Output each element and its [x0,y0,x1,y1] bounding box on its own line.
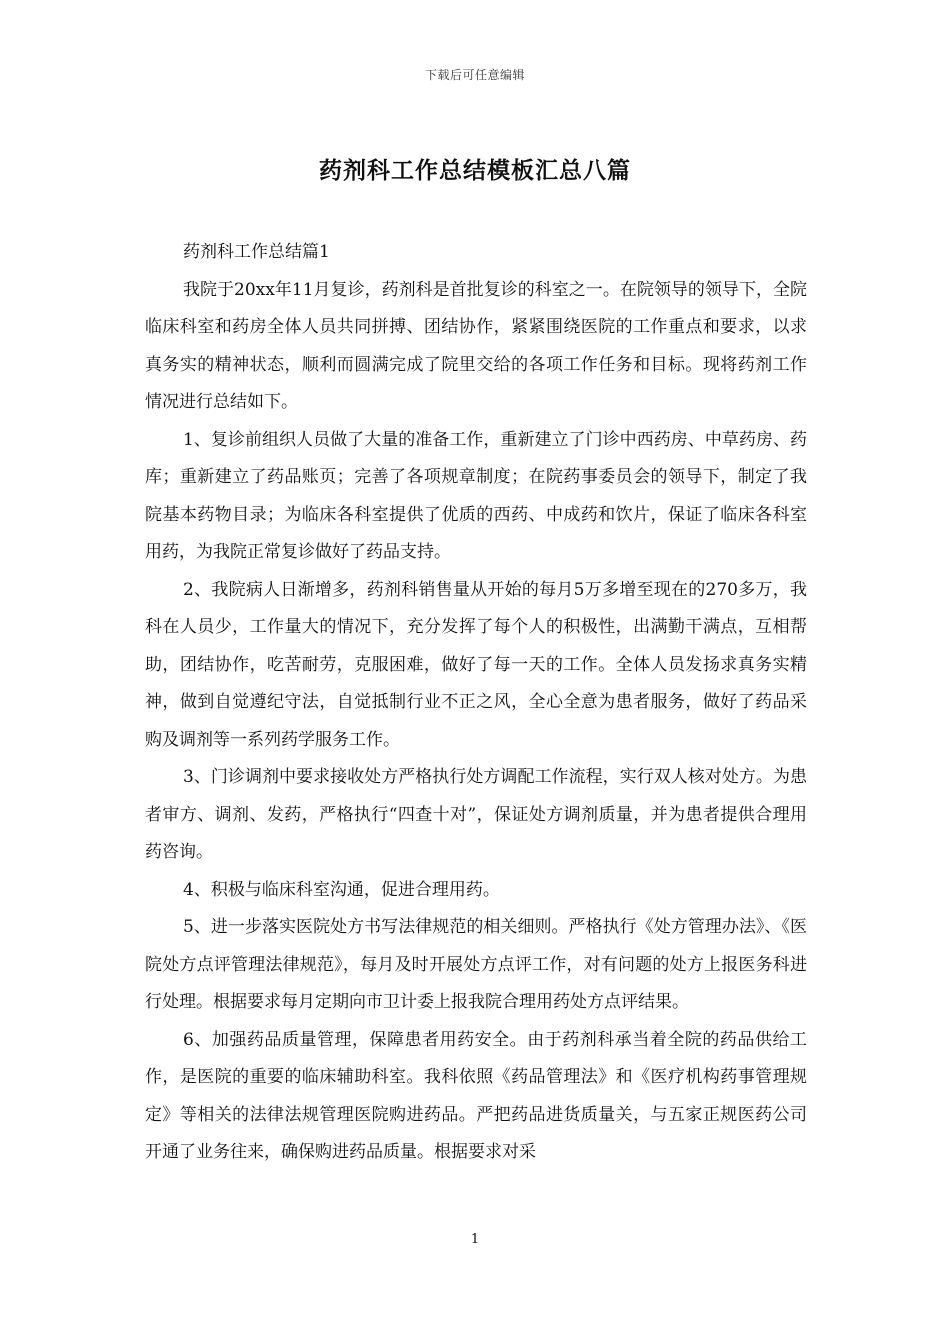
paragraph-item-4: 4、积极与临床科室沟通，促进合理用药。 [183,879,500,900]
document-body [145,234,807,1172]
page-number: 1 [470,1232,480,1247]
paragraph-item-5: 5、进一步落实医院处方书写法律规范的相关细则。严格执行《处方管理办法》、《医院处方点评管理法律规范》，每月及时开展处方点评工作，对有问题的处方上报医务科进行处理。根据要求每月定期向市卫计委上报我院合理用药处方点评结果。 [145,917,807,1012]
paragraph-item-3: 3、门诊调剂中要求接收处方严格执行处方调配工作流程，实行双人核对处方。为患者审方、调剂、发药，严格执行“四查十对”，保证处方调剂质量，并为患者提供合理用药咨询。 [145,767,807,862]
paragraph-item-1: 1、复诊前组织人员做了大量的准备工作，重新建立了门诊中西药房、中草药房、药库；重新建立了药品账页；完善了各项规章制度；在院药事委员会的领导下，制定了我院基本药物目录；为临床各科室提供了优质的西药、中成药和饮片，保证了临床各科室用药，为我院正常复诊做好了药品支持。 [145,429,807,562]
paragraph-item-2: 2、我院病人日渐增多，药剂科销售量从开始的每月5万多增至现在的270多万，我科在人员少，工作量大的情况下，充分发挥了每个人的积极性，出满勤干满点，互相帮助，团结协作，吃苦耐劳，克服困难，做好了每一天的工作。全体人员发扬求真务实精神，做到自觉遵纪守法，自觉抵制行业不正之风，全心全意为患者服务，做好了药品采购及调剂等一系列药学服务工作。 [145,579,807,750]
paragraph-intro: 我院于20xx年11月复诊，药剂科是首批复诊的科室之一。在院领导的领导下，全院临床科室和药房全体人员共同拼搏、团结协作，紧紧围绕医院的工作重点和要求，以求真务实的精神状态，顺利而圆满完成了院里交给的各项工作任务和目标。现将药剂工作情况进行总结如下。 [145,279,807,412]
document-title: 药剂科工作总结模板汇总八篇 [319,158,631,184]
section-heading: 药剂科工作总结篇1 [183,242,330,262]
header-note: 下载后可任意编辑 [424,68,525,82]
paragraph-item-6: 6、加强药品质量管理，保障患者用药安全。由于药剂科承当着全院的药品供给工作，是医院的重要的临床辅助科室。我科依照《药品管理法》和《医疗机构药事管理规定》等相关的法律法规管理医院购进药品。严把药品进货质量关，与五家正规医药公司开通了业务往来，确保购进药品质量。根据要求对采 [145,1029,807,1162]
